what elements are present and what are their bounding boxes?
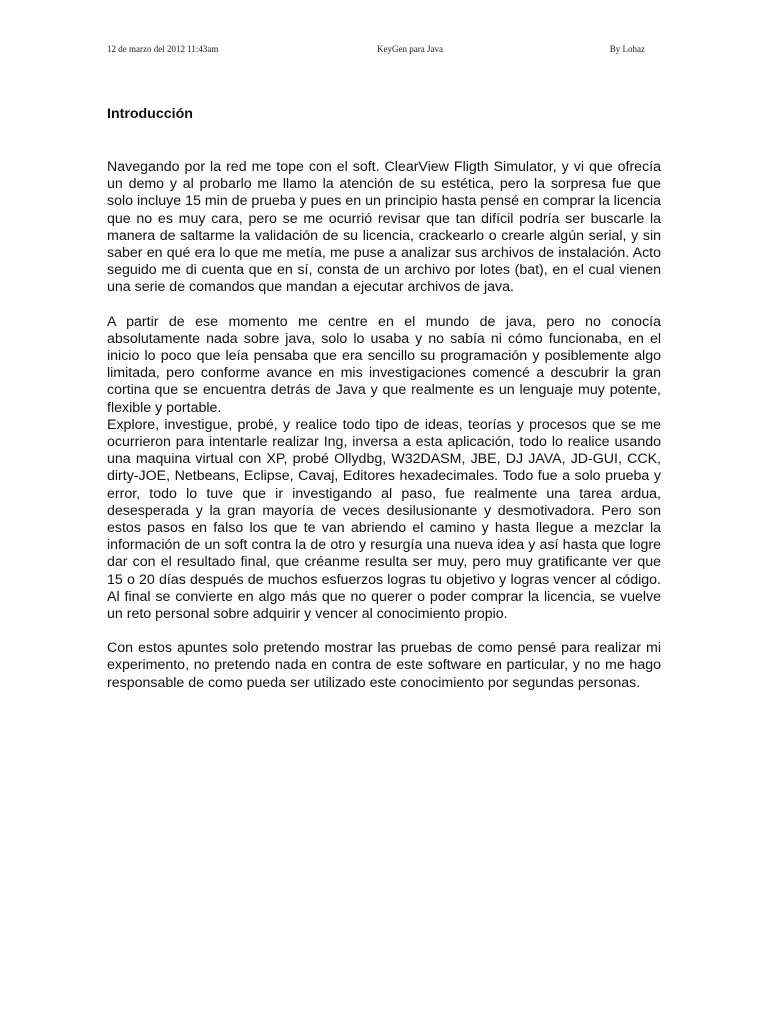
header-title: KeyGen para Java [377, 44, 443, 54]
paragraph-2: A partir de ese momento me centre en el mundo de java, pero no conocía absolutamente nada sobre java, solo lo usaba y no sabía ni cómo funcionaba, en el inicio lo poco que leía pensaba que era sencillo su programación y posiblemente algo limitada, pero conforme avance en mis investigaciones comencé a descubrir la gran cortina que se encuentra detrás de Java y que realmente es un lenguaje muy potente, flexible y portable. [107, 313, 661, 416]
paragraph-3: Explore, investigue, probé, y realice todo tipo de ideas, teorías y procesos que se me ocurrieron para intentarle realizar Ing, inversa a esta aplicación, todo lo realice usando una maquina virtual con XP, probé Ollydbg, W32DASM, JBE, DJ JAVA, JD-GUI, CCK, dirty-JOE, Netbeans, Eclipse, Cavaj, Editores hexadecimales. Todo fue a solo prueba y error, todo lo tuve que ir investigando al paso, fue realmente una tarea ardua, desesperada y la gran mayoría de veces desilusionante y desmotivadora. Pero son estos pasos en falso los que te van abriendo el camino y hasta llegue a mezclar la información de un soft contra la de otro y resurgía una nueva idea y así hasta que logre dar con el resultado final, que créanme resulta ser muy, pero muy gratificante ver que 15 o 20 días después de muchos esfuerzos logras tu objetivo y logras vencer al código. Al final se convierte en algo más que no querer o poder comprar la licencia, se vuelve un reto personal sobre adquirir y vencer al conocimiento propio. [107, 416, 661, 623]
paragraph-4: Con estos apuntes solo pretendo mostrar las pruebas de como pensé para realizar mi experimento, no pretendo nada en contra de este software en particular, y no me hago responsable de como pueda ser utilizado este conocimiento por segundas personas. [107, 640, 661, 691]
header-date: 12 de marzo del 2012 11:43am [107, 44, 219, 54]
paragraph-1: Navegando por la red me tope con el soft. ClearView Fligth Simulator, y vi que ofrecía un demo y al probarlo me llamo la atención de su estética, pero la sorpresa fue que solo incluye 15 min de prueba y pues en un principio hasta pensé en comprar la licencia que no es muy cara, pero se me ocurrió revisar que tan difícil podría ser buscarle la manera de saltarme la validación de su licencia, crackearlo o crearle algún serial, y sin saber en qué era lo que me metía, me puse a analizar sus archivos de instalación. Acto seguido me di cuenta que en sí, consta de un archivo por lotes (bat), en el cual vienen una serie de comandos que mandan a ejecutar archivos de java. [107, 159, 661, 296]
header-author: By Lohaz [609, 44, 645, 54]
section-title: Introducción [107, 106, 193, 122]
document-body [107, 104, 661, 692]
page-header [107, 44, 645, 58]
